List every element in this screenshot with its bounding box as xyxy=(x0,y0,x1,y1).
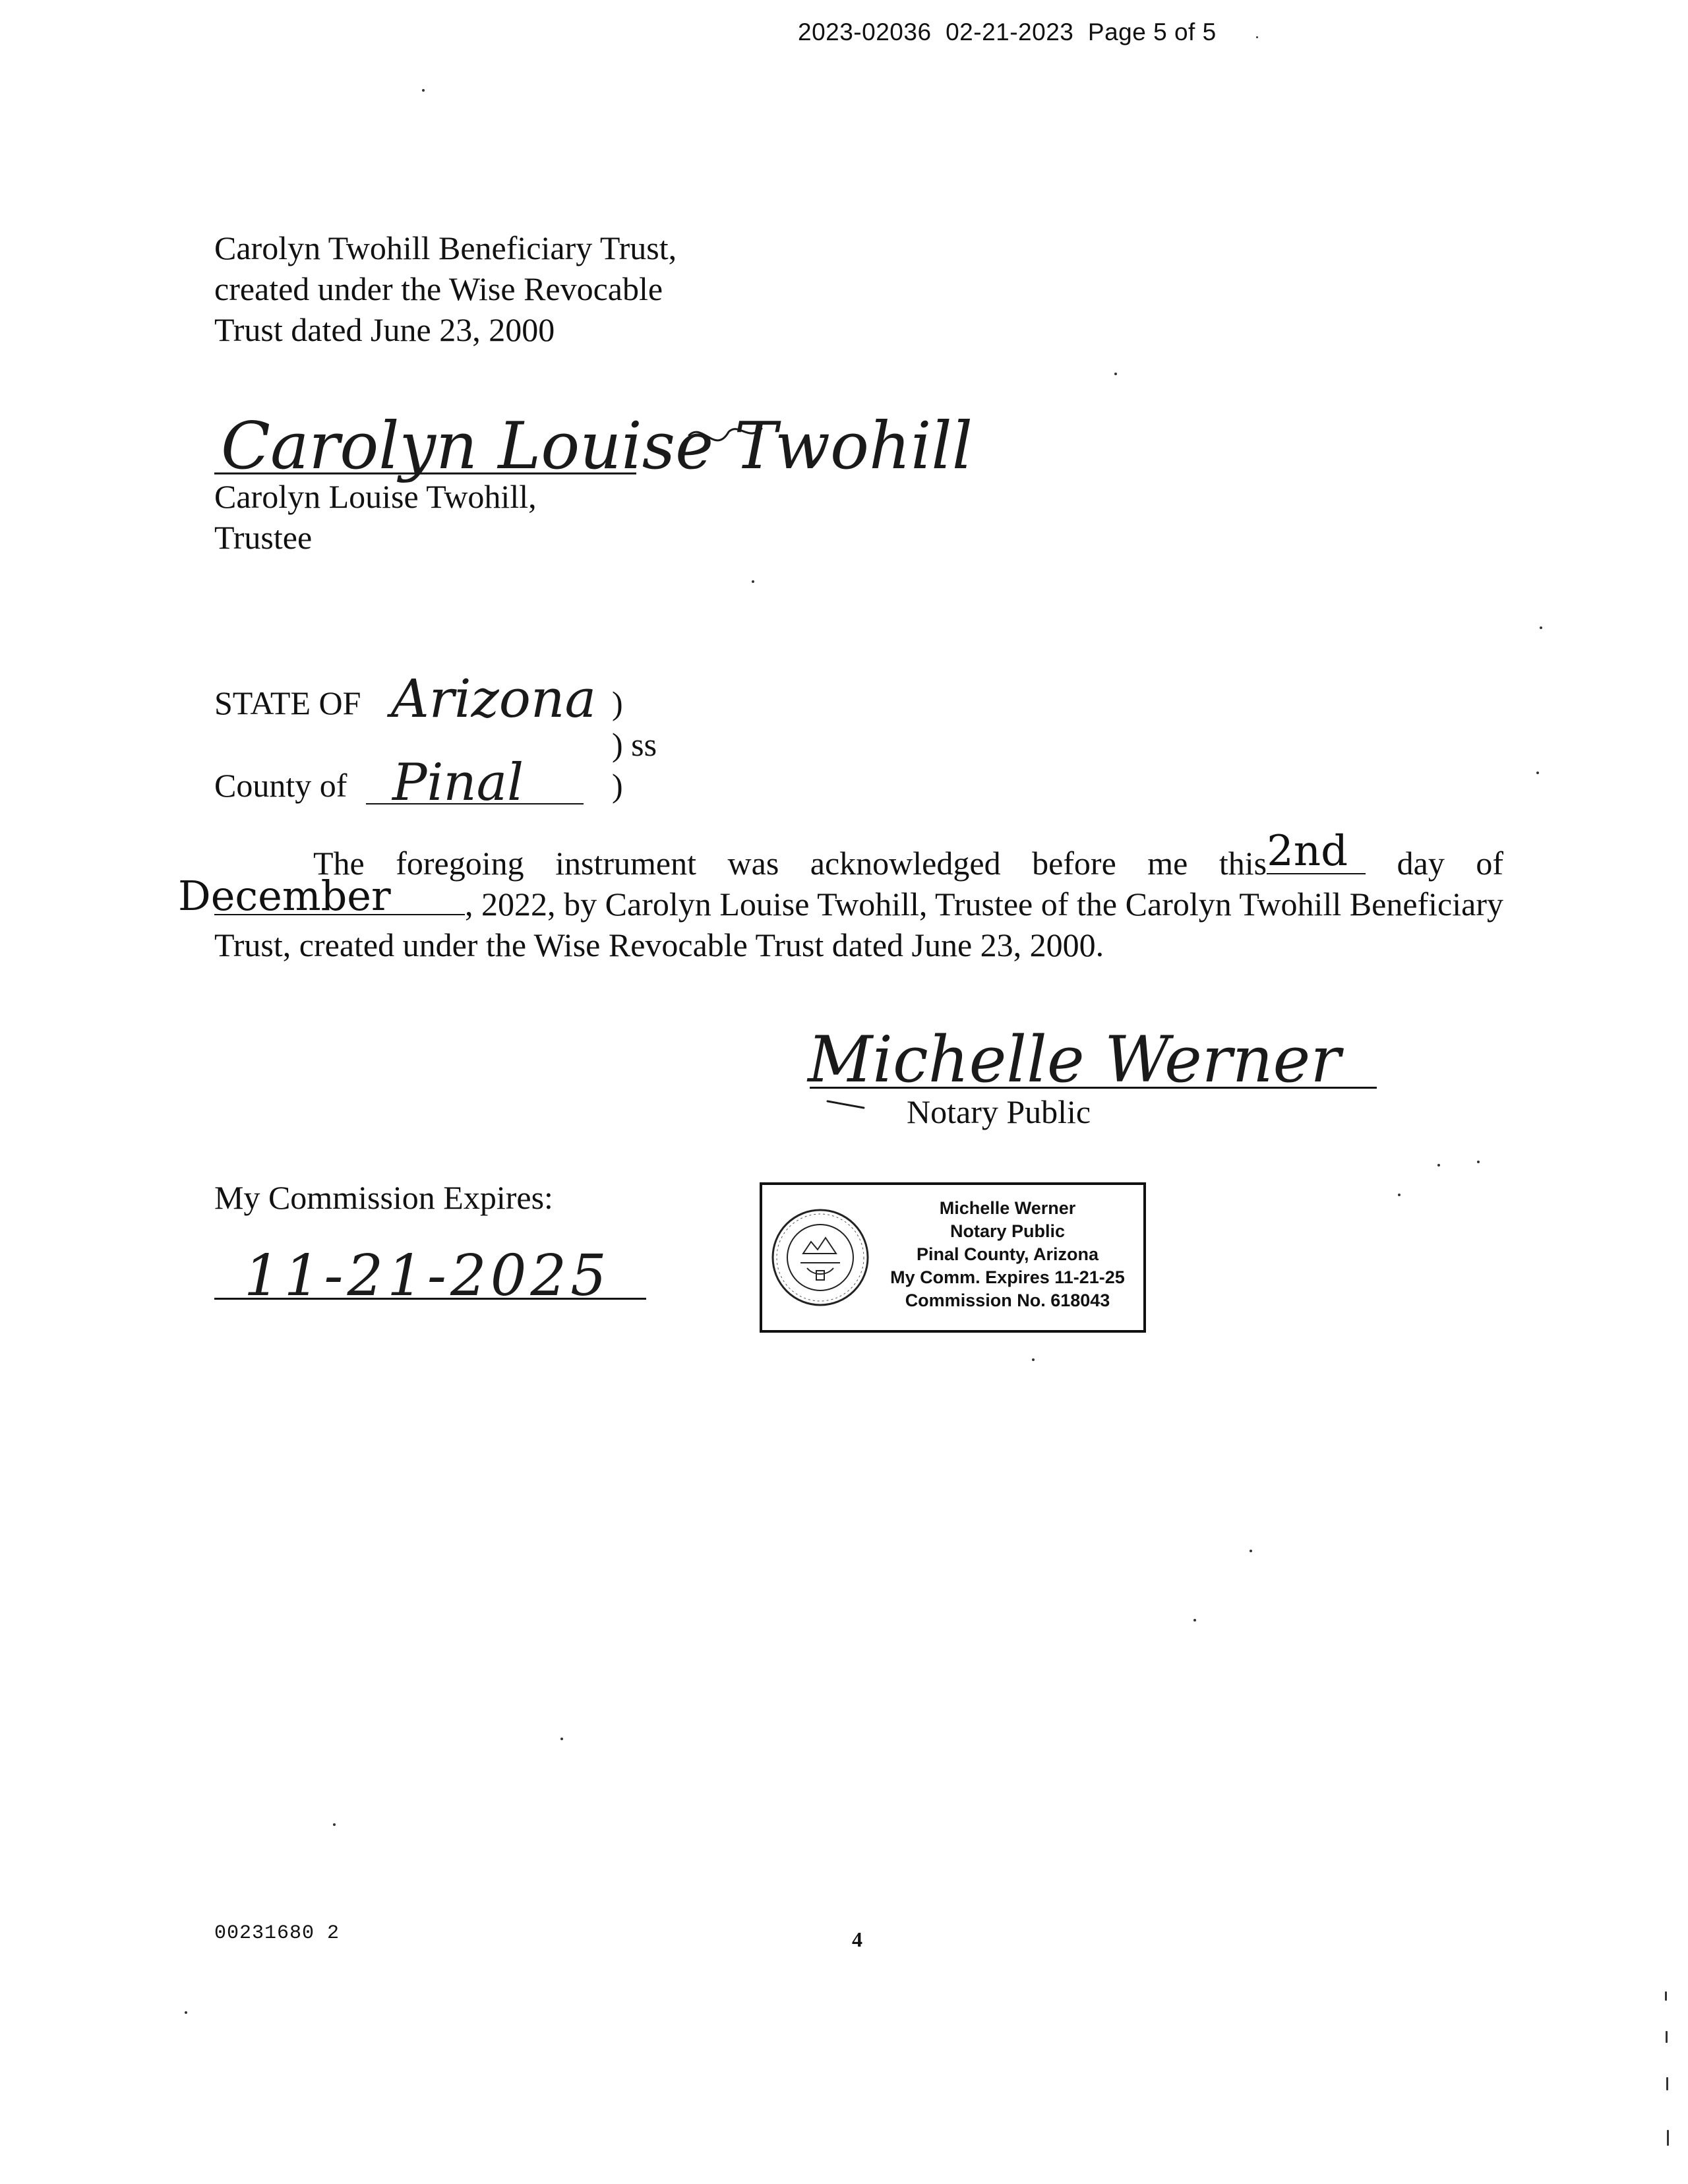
recording-date: 02-21-2023 xyxy=(946,18,1074,46)
venue-paren-1: ) xyxy=(612,684,623,721)
stamp-county: Pinal County, Arizona xyxy=(916,1244,1099,1264)
day-blank xyxy=(1267,827,1366,876)
svg-text:Michelle Werner: Michelle Werner xyxy=(808,1023,1341,1097)
page-header xyxy=(798,18,1217,46)
page-number: 4 xyxy=(852,1927,862,1951)
signer-block xyxy=(214,476,537,558)
svg-text:Carolyn Louise Twohill: Carolyn Louise Twohill xyxy=(221,409,973,484)
arizona-seal-icon xyxy=(770,1207,870,1308)
page-indicator: Page 5 of 5 xyxy=(1087,18,1217,46)
venue-paren-3: ) xyxy=(612,767,623,804)
venue-paren-2: ) ss xyxy=(612,726,657,763)
notary-stamp xyxy=(760,1182,1146,1333)
stamp-title: Notary Public xyxy=(950,1221,1066,1241)
svg-text:Arizona: Arizona xyxy=(391,668,597,729)
trust-name-line-2: created under the Wise Revocable xyxy=(214,270,663,307)
county-label: County of xyxy=(214,767,347,804)
commission-expiry-line xyxy=(214,1298,646,1300)
recording-number: 2023-02036 xyxy=(798,18,932,46)
commission-expires-label: My Commission Expires: xyxy=(214,1179,553,1216)
day-handwritten: 2nd xyxy=(1267,827,1348,876)
document-number: 00231680 2 xyxy=(214,1922,340,1945)
ack-text-2: day of xyxy=(1397,845,1503,882)
month-blank xyxy=(178,872,465,920)
svg-text:11-21-2025: 11-21-2025 xyxy=(244,1243,611,1309)
state-handwritten xyxy=(386,667,597,727)
ss-label: ss xyxy=(631,726,657,763)
month-handwritten: December xyxy=(178,872,391,920)
acknowledgment-paragraph xyxy=(178,827,1503,965)
trust-name-line-1: Carolyn Twohill Beneficiary Trust, xyxy=(214,229,677,266)
stamp-expiration: My Comm. Expires 11-21-25 xyxy=(890,1267,1125,1287)
trust-name-block xyxy=(214,228,677,350)
ack-text-1: The foregoing instrument was acknowledged before me this xyxy=(313,845,1267,882)
notary-public-label: Notary Public xyxy=(907,1093,1091,1130)
signer-name: Carolyn Louise Twohill, xyxy=(214,478,537,515)
ack-text-3: , 2022, by Carolyn Louise Twohill, Trustee of the Carolyn Twohill Beneficiary Trust, created under the Wise Revocable Trust dated June 23, 2000. xyxy=(214,886,1503,963)
stamp-text xyxy=(876,1197,1139,1312)
commission-expiry-handwritten xyxy=(244,1240,611,1309)
county-handwritten xyxy=(373,750,577,810)
signer-title: Trustee xyxy=(214,519,313,556)
stamp-commission-number: Commission No. 618043 xyxy=(905,1290,1110,1310)
trustee-signature xyxy=(214,396,973,488)
trust-name-line-3: Trust dated June 23, 2000 xyxy=(214,311,555,348)
notary-signature-line xyxy=(810,1087,1377,1089)
svg-text:Pinal: Pinal xyxy=(392,753,524,812)
stamp-notary-name: Michelle Werner xyxy=(939,1198,1076,1218)
state-label: STATE OF xyxy=(214,684,361,721)
